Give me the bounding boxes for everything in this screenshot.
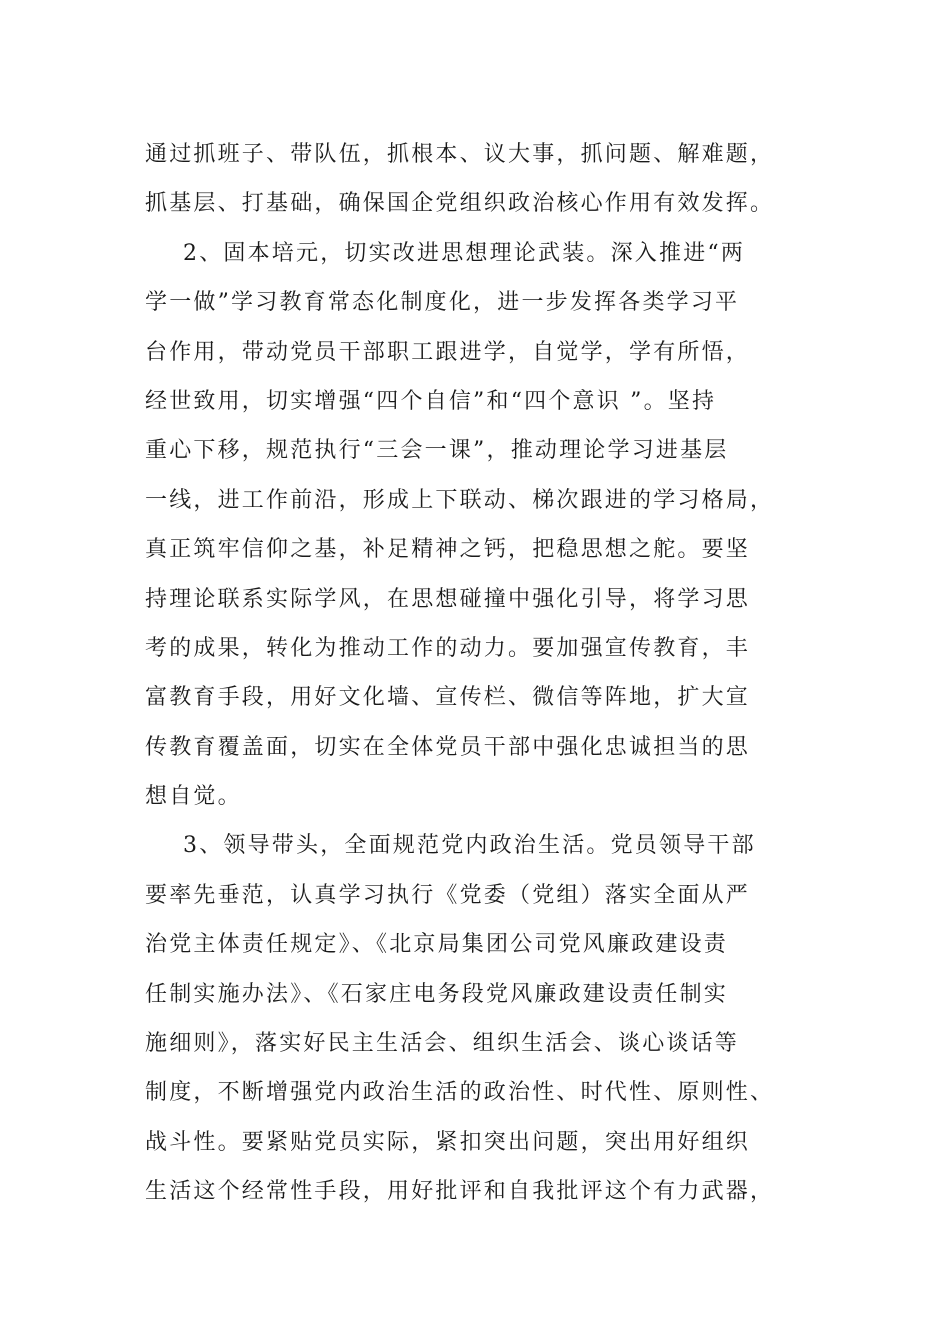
text-line: 治党主体责任规定》、《北京局集团公司党风廉政建设责 — [145, 932, 729, 958]
text-line: 持理论联系实际学风，在思想碰撞中强化引导，将学习思 — [145, 586, 751, 612]
text-line: 经世致用，切实增强“四个自信”和“四个意识 ”。坚持 — [145, 388, 717, 414]
text-line: 台作用，带动党员干部职工跟进学，自觉学，学有所悟， — [145, 339, 751, 365]
text-line: 生活这个经常性手段，用好批评和自我批评这个有力武器， — [145, 1179, 775, 1205]
text-line: 考的成果，转化为推动工作的动力。要加强宣传教育，丰 — [145, 635, 751, 661]
text-line: 通过抓班子、带队伍，抓根本、议大事，抓问题、解难题， — [145, 142, 775, 167]
text-line: 真正筑牢信仰之基，补足精神之钙，把稳思想之舵。要坚 — [145, 537, 751, 563]
body-text — [145, 130, 805, 1217]
paragraph-3-start: 3、领导带头，全面规范党内政治生活。党员领导干部 — [183, 833, 756, 859]
text-line: 重心下移，规范执行“三会一课”，推动理论学习进基层 — [145, 438, 729, 464]
text-line: 施细则》，落实好民主生活会、组织生活会、谈心谈话等 — [145, 1031, 740, 1057]
text-line: 学一做”学习教育常态化制度化，进一步发挥各类学习平 — [145, 290, 740, 316]
text-line: 一线，进工作前沿，形成上下联动、梯次跟进的学习格局， — [145, 487, 775, 513]
text-line: 战斗性。要紧贴党员实际，紧扣突出问题，突出用好组织 — [145, 1129, 751, 1155]
text-line: 传教育覆盖面，切实在全体党员干部中强化忠诚担当的思 — [145, 734, 751, 760]
text-line: 任制实施办法》、《石家庄电务段党风廉政建设责任制实 — [145, 981, 729, 1007]
text-line: 富教育手段，用好文化墙、宣传栏、微信等阵地，扩大宣 — [145, 685, 751, 711]
text-line: 抓基层、打基础，确保国企党组织政治核心作用有效发挥。 — [145, 191, 775, 217]
text-line: 制度，不断增强党内政治生活的政治性、时代性、原则性、 — [145, 1080, 775, 1106]
paragraph-2-start: 2、固本培元，切实改进思想理论武装。深入推进“两 — [183, 240, 746, 266]
text-line: 想自觉。 — [145, 784, 242, 810]
text-line: 要率先垂范，认真学习执行《党委（党组）落实全面从严 — [145, 882, 751, 908]
